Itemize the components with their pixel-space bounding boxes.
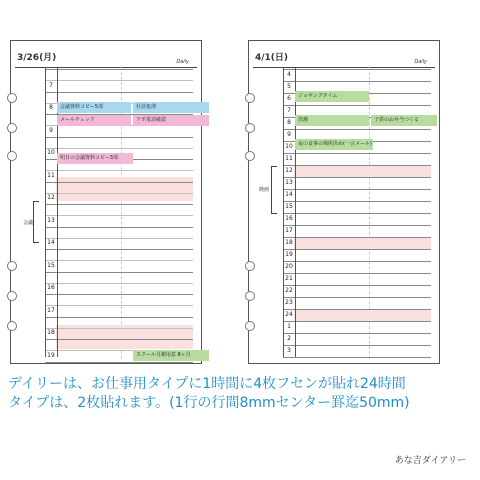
left-page-header-rule: [15, 67, 197, 68]
hour-label: 14: [47, 239, 55, 246]
hour-label: 8: [287, 119, 291, 126]
hour-rule: [283, 165, 431, 166]
caption-line-1: デイリーは、お仕事用タイプに1時間に4枚フセンが貼れ24時間: [8, 376, 406, 392]
hour-rule: [283, 333, 431, 334]
sticky-note[interactable]: 会議資料コピー5部: [57, 102, 131, 113]
hour-rule: [283, 273, 431, 274]
hour-label: 15: [47, 261, 55, 269]
hour-rule: [283, 237, 431, 238]
hour-rule: [283, 189, 431, 190]
hour-rule: [45, 339, 193, 340]
hour-label: 17: [285, 227, 293, 234]
binder-hole: [245, 291, 255, 301]
hour-rule: [283, 297, 431, 298]
hour-label: 10: [47, 149, 55, 156]
hour-label: 19: [285, 251, 293, 258]
sub-rule: [45, 260, 193, 261]
hour-rule: [45, 182, 193, 183]
hour-label: 11: [47, 171, 55, 179]
hour-label: 12: [47, 194, 55, 201]
binder-hole: [7, 321, 17, 331]
hour-label: 9: [49, 126, 53, 134]
binder-hole: [7, 151, 17, 161]
sticky-note[interactable]: ジョギングタイム: [295, 91, 369, 102]
time-block-label: 会議: [23, 220, 34, 226]
hour-label: 18: [285, 239, 293, 246]
hour-rule: [283, 321, 431, 322]
hour-label: 1: [287, 323, 291, 330]
right-page-daily-label: Daily: [414, 59, 427, 65]
sticky-note[interactable]: 明日の会議資料コピー3部: [57, 153, 133, 164]
hour-rule: [283, 81, 431, 82]
caption-line-2: タイプは、2枚貼れます。(1行の行間8mmセンター罫迄50mm): [8, 395, 410, 411]
hour-rule: [283, 285, 431, 286]
hour-label: 5: [287, 83, 291, 90]
hour-label: 17: [47, 306, 55, 314]
sub-rule: [45, 170, 193, 171]
time-block-bracket: [33, 201, 39, 243]
hour-label: 22: [285, 287, 293, 294]
hour-rule: [45, 362, 193, 363]
hour-label: 16: [285, 215, 293, 222]
hour-rule: [283, 249, 431, 250]
left-page-date: 3/26(月): [17, 53, 57, 63]
hour-rule: [45, 317, 193, 318]
credit-text: あな吉ダイアリー: [394, 456, 466, 466]
hour-label: 11: [285, 155, 293, 162]
caption: [8, 375, 410, 413]
binder-hole: [7, 93, 17, 103]
hour-label: 13: [285, 179, 293, 186]
hour-label: 20: [285, 263, 293, 270]
hour-rule: [283, 105, 431, 106]
hour-rule: [283, 69, 431, 70]
sticky-note[interactable]: 夜の食事の場所決め(一言メール): [295, 139, 373, 150]
hour-label: 15: [285, 203, 293, 210]
sticky-note[interactable]: 社員処理: [133, 102, 209, 113]
hour-rule: [283, 309, 431, 310]
right-daily-page: [248, 40, 440, 364]
hour-rule: [283, 261, 431, 262]
binder-hole: [7, 291, 17, 301]
time-block-bracket: [271, 166, 277, 214]
hour-label: 7: [49, 81, 53, 89]
hour-label: 16: [47, 284, 55, 291]
sub-rule: [45, 328, 193, 329]
binder-hole: [245, 151, 255, 161]
binder-hole: [245, 261, 255, 271]
sticky-note[interactable]: スクール月謝用意 8ヶ月: [133, 350, 209, 361]
right-page-header-rule: [253, 67, 435, 68]
hour-rule: [45, 227, 193, 228]
hour-rule: [45, 137, 193, 138]
hour-rule: [283, 129, 431, 130]
hour-label: 21: [285, 275, 293, 282]
hour-rule: [283, 357, 431, 358]
hour-rule: [45, 204, 193, 205]
binder-hole: [245, 123, 255, 133]
hour-rule: [45, 294, 193, 295]
hour-rule: [45, 272, 193, 273]
hour-rule: [283, 213, 431, 214]
hour-rule: [283, 177, 431, 178]
sub-rule: [45, 283, 193, 284]
binder-hole: [7, 261, 17, 271]
hour-rule: [283, 225, 431, 226]
sub-rule: [45, 193, 193, 194]
hour-label: 2: [287, 335, 291, 342]
right-page-date: 4/1(日): [255, 53, 289, 63]
sub-rule: [45, 215, 193, 216]
hour-rule: [283, 153, 431, 154]
hour-rule: [45, 69, 193, 70]
hour-label: 23: [285, 299, 293, 306]
hour-label: 10: [285, 143, 293, 150]
right-hour-column: [283, 67, 296, 357]
hour-label: 4: [287, 71, 291, 78]
left-page-daily-label: Daily: [176, 59, 189, 65]
hour-label: 3: [287, 347, 291, 354]
hour-rule: [45, 249, 193, 250]
left-daily-page: [10, 40, 202, 364]
hour-label: 8: [49, 104, 53, 111]
hour-rule: [45, 92, 193, 93]
hour-label: 6: [287, 95, 291, 102]
hour-rule: [283, 345, 431, 346]
hour-label: 14: [285, 191, 293, 198]
hour-label: 12: [285, 167, 293, 174]
hour-label: 9: [287, 131, 291, 138]
sticky-note[interactable]: メールチェック: [57, 115, 131, 126]
hour-label: 19: [47, 351, 55, 359]
binder-hole: [7, 123, 17, 133]
hour-label: 24: [285, 311, 293, 318]
sub-rule: [45, 148, 193, 149]
binder-hole: [245, 93, 255, 103]
sticky-note[interactable]: 子供のお弁当つくる: [371, 115, 437, 126]
sticky-note[interactable]: 洗濯: [295, 115, 369, 126]
sticky-note[interactable]: アポ電話確認: [133, 115, 209, 126]
sub-rule: [45, 305, 193, 306]
hour-label: 18: [47, 329, 55, 336]
sub-rule: [45, 238, 193, 239]
time-block-label: 映画: [259, 187, 270, 193]
sub-rule: [45, 80, 193, 81]
binder-hole: [245, 321, 255, 331]
hour-rule: [283, 201, 431, 202]
hour-label: 7: [287, 107, 291, 114]
hour-label: 13: [47, 216, 55, 224]
